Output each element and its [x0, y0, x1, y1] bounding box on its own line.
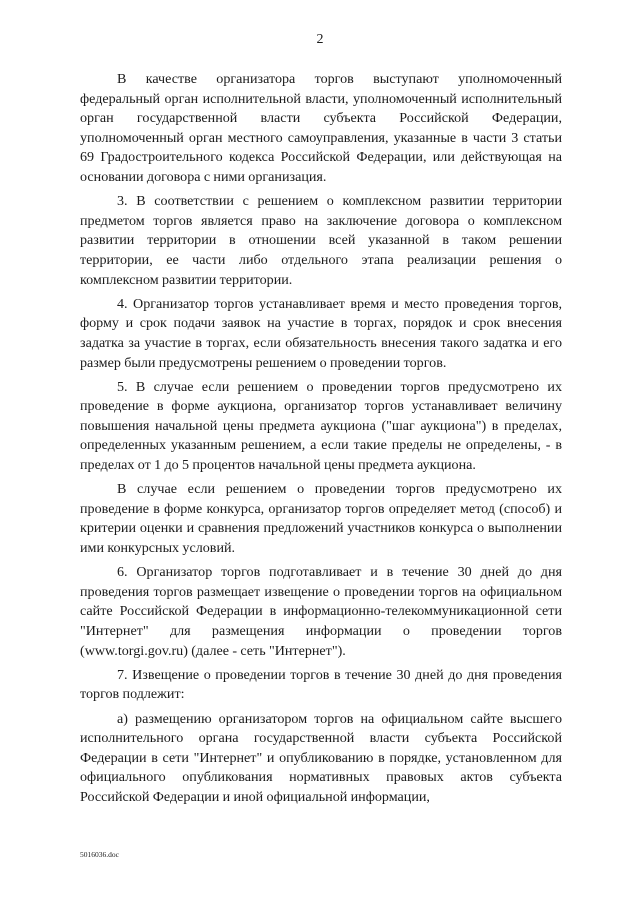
paragraph-3: 3. В соответствии с решением о комплексном развитии территории предметом торгов является право на заключение договора о комплексном развитии территории в отношении всей указанной в таком решении территории, ее части либо отдельного этапа реализации решения о комплексном развитии территории. [80, 193, 562, 288]
paragraph-5: 5. В случае если решением о проведении торгов предусмотрено их проведение в форме аукциона, организатор торгов устанавливает величину повышения начальной цены предмета аукциона ("шаг аукциона") в пределах, определенных указанным решением, а если такие пределы не определены, - в пределах от 1 до 5 процентов начальной цены предмета аукциона. [80, 378, 562, 474]
file-name-footer: 5016036.doc [80, 850, 119, 859]
paragraph-organizer: В качестве организатора торгов выступают уполномоченный федеральный орган исполнительной власти, уполномоченный исполнительный орган государственной власти субъекта Российской Федерации, уполномоченный орган местного самоуправления, указанные в части 3 статьи 69 Градостроительного кодекса Российской Федерации, или действующая на основании договора с ними организация. [80, 71, 562, 185]
paragraph-4: 4. Организатор торгов устанавливает время и место проведения торгов, форму и срок подачи заявок на участие в торгах, порядок и срок внесения задатка за участие в торгах, если обязательность внесения такого задатка и его размер были предусмотрены решением о проведении торгов. [80, 295, 562, 371]
paragraph-6: 6. Организатор торгов подготавливает и в течение 30 дней до дня проведения торгов размещает извещение о проведении торгов на официальном сайте Российской Федерации в информационно-телекоммуникационной сети "Интернет" для размещения информации о проведении торгов (www.torgi.gov.ru) (далее - сеть "Интернет"). [80, 564, 562, 659]
page-number: 2 [316, 32, 324, 47]
paragraph-7a: а) размещению организатором торгов на официальном сайте высшего исполнительного органа государственной власти субъекта Российской Федерации в сети "Интернет" и опубликованию в порядке, установленном для официального опубликования нормативных правовых актов субъекта Российской Федерации и иной официальной информации, [80, 710, 562, 805]
document-body [80, 70, 562, 812]
paragraph-5-contest: В случае если решением о проведении торгов предусмотрено их проведение в форме конкурса, организатор торгов определяет метод (способ) и критерии оценки и сравнения предложений участников конкурса о выполнении ими конкурсных условий. [80, 481, 562, 557]
paragraph-7: 7. Извещение о проведении торгов в течение 30 дней до дня проведения торгов подлежит: [80, 666, 562, 703]
